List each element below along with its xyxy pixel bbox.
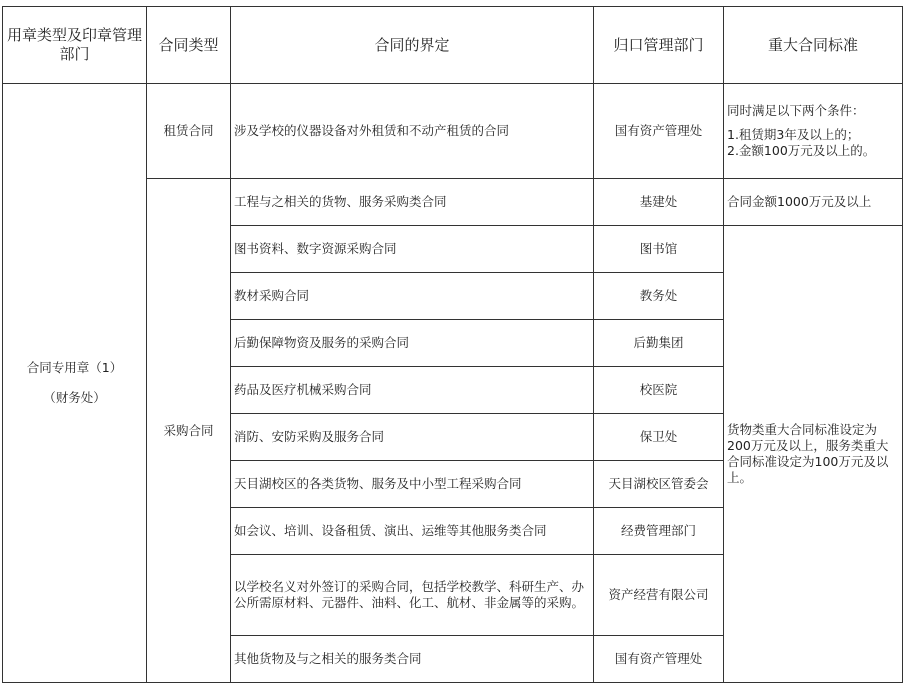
header-contract-type: 合同类型 [147, 7, 231, 84]
department-cell: 后勤集团 [594, 320, 724, 367]
department-cell: 资产经营有限公司 [594, 555, 724, 636]
definition-cell: 如会议、培训、设备租赁、演出、运维等其他服务类合同 [231, 508, 594, 555]
department-cell: 基建处 [594, 179, 724, 226]
department-cell: 教务处 [594, 273, 724, 320]
definition-cell: 药品及医疗机械采购合同 [231, 367, 594, 414]
definition-cell: 天目湖校区的各类货物、服务及中小型工程采购合同 [231, 461, 594, 508]
department-cell: 天目湖校区管委会 [594, 461, 724, 508]
table-row-lease [3, 84, 903, 179]
definition-cell: 后勤保障物资及服务的采购合同 [231, 320, 594, 367]
standard-lease-item-2: 2.金额100万元及以上的。 [727, 143, 876, 158]
department-cell: 国有资产管理处 [594, 636, 724, 683]
seal-name: 合同专用章（1） [26, 360, 123, 375]
department-cell: 保卫处 [594, 414, 724, 461]
standard-lease-intro: 同时满足以下两个条件： [727, 103, 865, 118]
definition-cell: 其他货物及与之相关的服务类合同 [231, 636, 594, 683]
header-major-contract-standard: 重大合同标准 [724, 7, 903, 84]
contract-classification-table [2, 6, 903, 683]
definition-cell: 涉及学校的仪器设备对外租赁和不动产租赁的合同 [231, 84, 594, 179]
department-cell: 图书馆 [594, 226, 724, 273]
definition-cell: 消防、安防采购及服务合同 [231, 414, 594, 461]
definition-cell: 图书资料、数字资源采购合同 [231, 226, 594, 273]
definition-cell: 以学校名义对外签订的采购合同，包括学校教学、科研生产、办公所需原材料、元器件、油料、化工、航材、非金属等的采购。 [231, 555, 594, 636]
header-row [3, 7, 903, 84]
contract-type-purchase: 采购合同 [147, 179, 231, 683]
standard-construction-cell: 合同金额1000万元及以上 [724, 179, 903, 226]
standard-lease-item-1: 1.租赁期3年及以上的； [727, 127, 860, 142]
department-cell: 经费管理部门 [594, 508, 724, 555]
standard-lease-cell [724, 84, 903, 179]
standard-general-cell: 货物类重大合同标准设定为200万元及以上，服务类重大合同标准设定为100万元及以上。 [724, 226, 903, 683]
definition-cell: 工程与之相关的货物、服务采购类合同 [231, 179, 594, 226]
header-managing-department: 归口管理部门 [594, 7, 724, 84]
header-contract-definition: 合同的界定 [231, 7, 594, 84]
seal-department: （财务处） [43, 390, 106, 405]
contract-type-lease: 租赁合同 [147, 84, 231, 179]
definition-cell: 教材采购合同 [231, 273, 594, 320]
department-cell: 国有资产管理处 [594, 84, 724, 179]
header-seal-type: 用章类型及印章管理部门 [3, 7, 147, 84]
department-cell: 校医院 [594, 367, 724, 414]
seal-type-cell [3, 84, 147, 683]
